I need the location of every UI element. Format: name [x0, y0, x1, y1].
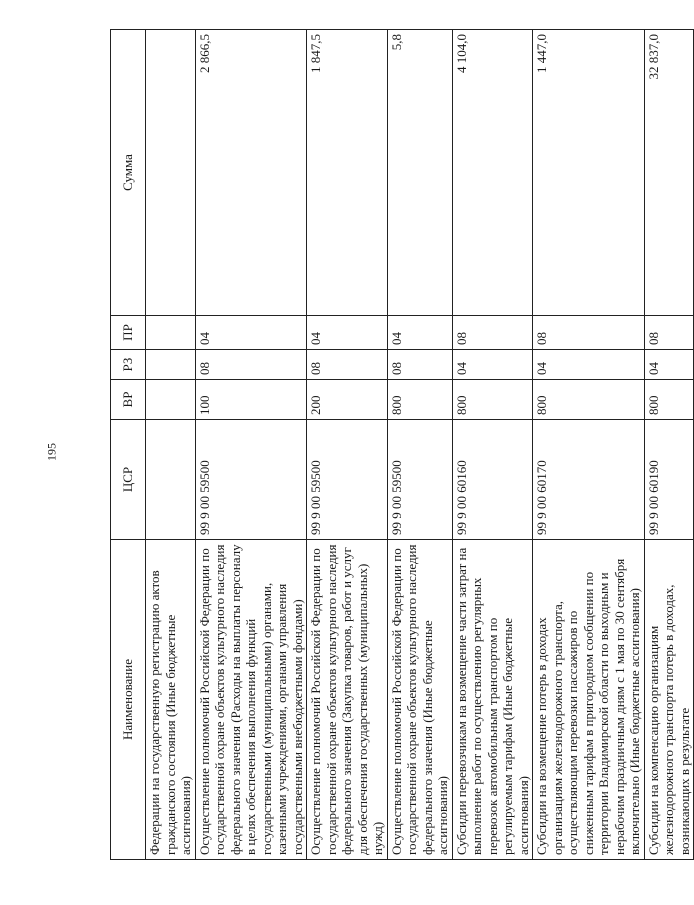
cell-sum: 32 837,0 — [644, 30, 694, 316]
cell-pr: 04 — [307, 316, 388, 350]
cell-vr: 200 — [307, 380, 388, 420]
table-header-row — [111, 30, 146, 860]
cell-vr: 800 — [387, 380, 452, 420]
cell-sum: 1 447,0 — [533, 30, 645, 316]
table-row — [644, 30, 694, 860]
cell-rz: 04 — [533, 350, 645, 380]
cell-pr: 08 — [452, 316, 533, 350]
cell-name: Субсидии на компенсацию организациям железнодорожного транспорта потерь в доходах, возникающих в результате — [644, 540, 694, 860]
cell-sum — [146, 30, 196, 316]
cell-sum: 4 104,0 — [452, 30, 533, 316]
cell-pr: 08 — [644, 316, 694, 350]
cell-csr: 99 9 00 60190 — [644, 420, 694, 540]
page-number: 195 — [44, 443, 59, 461]
cell-rz: 04 — [644, 350, 694, 380]
table-row — [146, 30, 196, 860]
cell-vr: 800 — [452, 380, 533, 420]
cell-vr: 800 — [644, 380, 694, 420]
cell-sum: 1 847,5 — [307, 30, 388, 316]
cell-csr: 99 9 00 59500 — [195, 420, 307, 540]
header-name: Наименование — [111, 540, 146, 860]
header-csr: ЦСР — [111, 420, 146, 540]
cell-pr: 08 — [533, 316, 645, 350]
cell-csr: 99 9 00 60170 — [533, 420, 645, 540]
cell-vr — [146, 380, 196, 420]
header-rz: РЗ — [111, 350, 146, 380]
table-row — [387, 30, 452, 860]
cell-pr: 04 — [387, 316, 452, 350]
cell-name: Осуществление полномочий Российской Федерации по государственной охране объектов культурного наследия федерального значения (Иные бюджетные ассигнования) — [387, 540, 452, 860]
table-row — [452, 30, 533, 860]
header-sum: Сумма — [111, 30, 146, 316]
cell-csr: 99 9 00 59500 — [307, 420, 388, 540]
cell-pr: 04 — [195, 316, 307, 350]
cell-name: Субсидии перевозчикам на возмещение части затрат на выполнение работ по осуществлению регулярных перевозок автомобильным транспортом по регулируемым тарифам (Иные бюджетные ассигнования) — [452, 540, 533, 860]
cell-rz: 08 — [195, 350, 307, 380]
cell-rz: 04 — [452, 350, 533, 380]
cell-name: Субсидии на возмещение потерь в доходах организациям железнодорожного транспорта, осуществляющим перевозки пассажиров по сниженным тарифам в пригородном сообщении по территории Владимирской области по выходным и нерабочим праздничным дням с 1 мая по 30 сентября включительно (Иные бюджетные ассигнования) — [533, 540, 645, 860]
cell-vr: 800 — [533, 380, 645, 420]
cell-csr: 99 9 00 60160 — [452, 420, 533, 540]
cell-csr — [146, 420, 196, 540]
budget-table — [110, 29, 694, 860]
table-row — [533, 30, 645, 860]
cell-rz: 08 — [387, 350, 452, 380]
cell-name: Осуществление полномочий Российской Федерации по государственной охране объектов культурного наследия федерального значения (Закупка товаров, работ и услуг для обеспечения государственных (муниципальных) нужд) — [307, 540, 388, 860]
table-row — [195, 30, 307, 860]
cell-sum: 2 866,5 — [195, 30, 307, 316]
cell-sum: 5,8 — [387, 30, 452, 316]
cell-csr: 99 9 00 59500 — [387, 420, 452, 540]
header-vr: ВР — [111, 380, 146, 420]
cell-name: Федерации на государственную регистрацию актов гражданского состояния (Иные бюджетные ассигнования) — [146, 540, 196, 860]
cell-rz: 08 — [307, 350, 388, 380]
cell-rz — [146, 350, 196, 380]
rotated-page-content — [110, 30, 694, 860]
cell-vr: 100 — [195, 380, 307, 420]
header-pr: ПР — [111, 316, 146, 350]
cell-name: Осуществление полномочий Российской Федерации по государственной охране объектов культурного наследия федерального значения (Расходы на выплаты персоналу в целях обеспечения выполнения функций государственными (муниципальными) органами, казенными учреждениями, органами управления государственными внебюджетными фондами) — [195, 540, 307, 860]
table-row — [307, 30, 388, 860]
cell-pr — [146, 316, 196, 350]
